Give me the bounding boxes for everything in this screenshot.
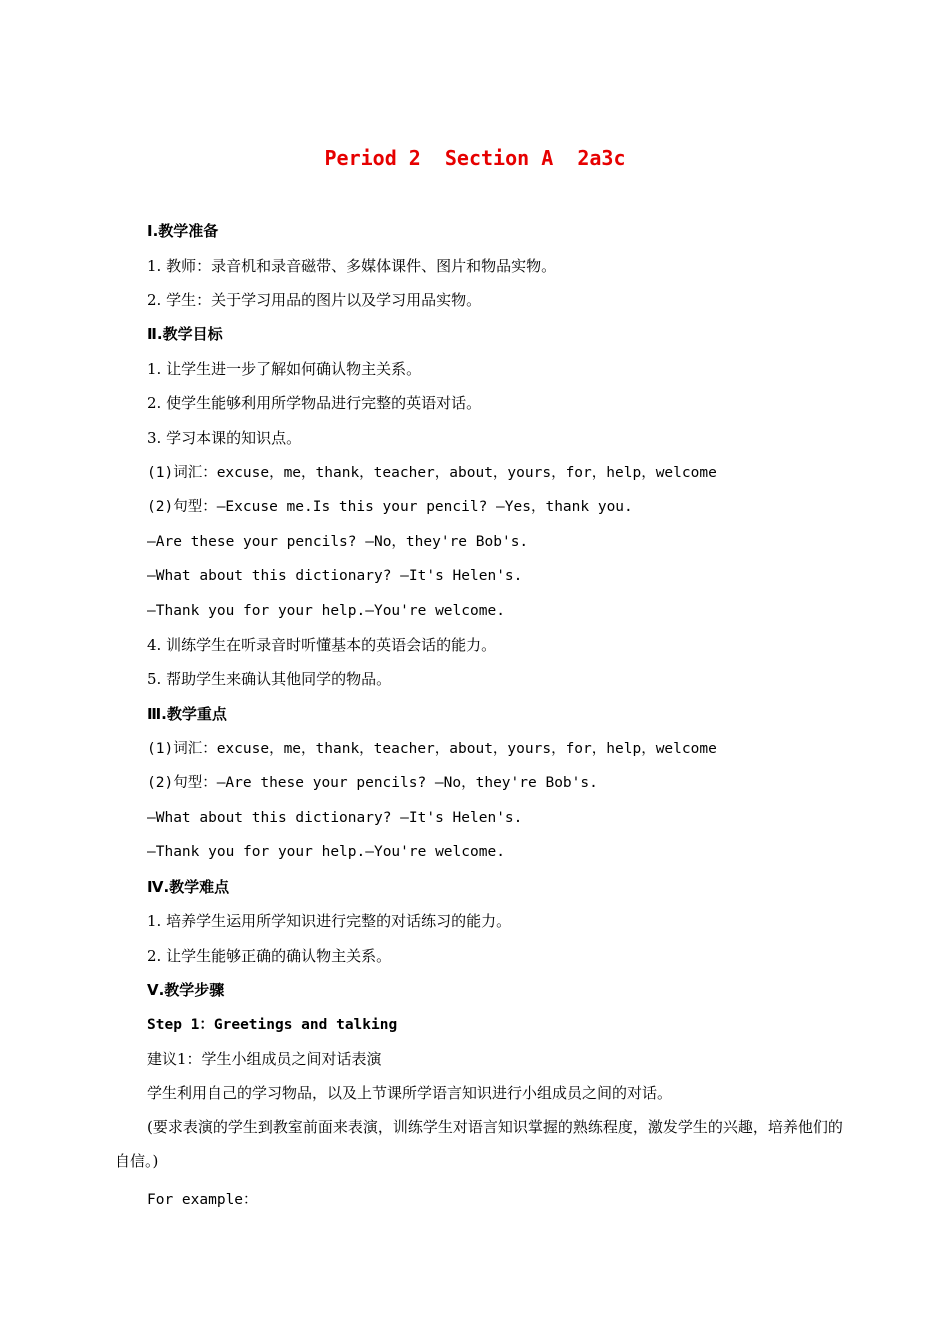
section-heading-steps: Ⅴ.教学步骤 [147, 981, 225, 999]
list-item: —What about this dictionary? —It's Helen's. [147, 568, 523, 584]
section-heading-goals: Ⅱ.教学目标 [147, 325, 223, 343]
section-heading-prep: Ⅰ.教学准备 [147, 222, 219, 240]
list-item: —Are these your pencils? —No，they're Bob's. [147, 534, 529, 550]
suggestion-text: 建议1：学生小组成员之间对话表演 [147, 1050, 382, 1068]
section-heading-key-points: Ⅲ.教学重点 [147, 705, 227, 723]
list-item: (1)词汇：excuse，me，thank，teacher，about，yours，for，help，welcome [147, 741, 717, 757]
list-item: (2)句型：—Excuse me.Is this your pencil? —Yes，thank you. [147, 499, 633, 515]
list-item: 1. 让学生进一步了解如何确认物主关系。 [147, 360, 422, 378]
section-heading-difficulties: Ⅳ.教学难点 [147, 878, 230, 896]
list-item: 1. 培养学生运用所学知识进行完整的对话练习的能力。 [147, 912, 512, 930]
list-item: 2. 学生：关于学习用品的图片以及学习用品实物。 [147, 291, 482, 309]
list-item: 2. 使学生能够利用所学物品进行完整的英语对话。 [147, 394, 482, 412]
list-item: —What about this dictionary? —It's Helen's. [147, 810, 523, 826]
list-item: 2. 让学生能够正确的确认物主关系。 [147, 947, 392, 965]
list-item: —Thank you for your help.—You're welcome. [147, 603, 505, 619]
list-item: (2)句型：—Are these your pencils? —No，they're Bob's. [147, 775, 598, 791]
step-title: Step 1：Greetings and talking [147, 1017, 398, 1033]
list-item: 1. 教师：录音机和录音磁带、多媒体课件、图片和物品实物。 [147, 257, 557, 275]
list-item: 5. 帮助学生来确认其他同学的物品。 [147, 670, 392, 688]
list-item: —Thank you for your help.—You're welcome. [147, 844, 505, 860]
paragraph-wrapped: (要求表演的学生到教室前面来表演，训练学生对语言知识掌握的熟练程度，激发学生的兴趣，培养他们的自信。) [115, 1118, 843, 1170]
example-label: For example： [147, 1192, 258, 1208]
page-title: Period 2 Section A 2a3c [324, 146, 626, 170]
list-item: (1)词汇：excuse，me，thank，teacher，about，yours，for，help，welcome [147, 465, 717, 481]
list-item: 4. 训练学生在听录音时听懂基本的英语会话的能力。 [147, 636, 497, 654]
paragraph: 学生利用自己的学习物品，以及上节课所学语言知识进行小组成员之间的对话。 [147, 1084, 673, 1102]
list-item: 3. 学习本课的知识点。 [147, 429, 302, 447]
